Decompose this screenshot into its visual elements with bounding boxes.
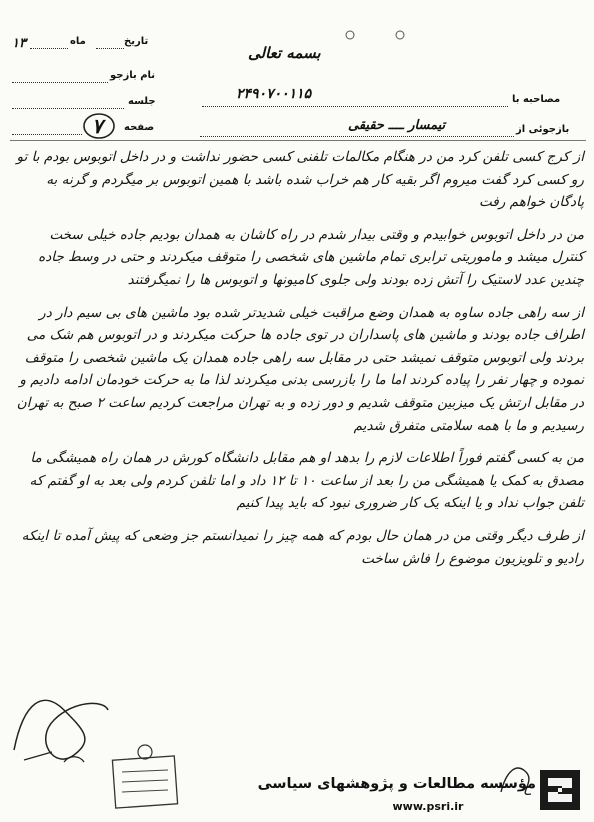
- reference-number: ۲۴۹۰۷۰۰۱۱۵: [236, 86, 312, 102]
- year-value: ۱۳: [12, 36, 26, 51]
- page-label: صفحه: [124, 122, 155, 133]
- statement-paragraph-3: از سه راهی جاده ساوه به همدان وضع مراقبت خیلی شدیدتر شده بود ماشین های بی سیم دار در اطراف جاده بودند و ماشین های پاسداران در توی جاده ها حرکت میکردند و در اتوبوس هم شک می بردند ولی اتوبوس متوقف نمیشد حتی در مقابل سه راهی جاده همدان یک ماشین شخصی را متوقف نموده و چهار نفر را پیاده کردند اما ما را بازرسی بدنی میکردند لذا ما به حرکت خودمان ادامه دادیم و در مقابل ارتش یک میزبین متوقف شدیم و دور زده و به تهران مراجعت کردیم ساعت ۲ صبح به تهران رسیدیم و ما با همه سلامتی متفرق شدیم: [16, 304, 584, 434]
- interrogator-label: نام بازجو: [110, 70, 156, 81]
- interrogation-of-value: تیمسار ــــ حقیقی: [348, 118, 446, 133]
- basmala: بسمه تعالی: [248, 44, 321, 62]
- statement-paragraph-2: من در داخل اتوبوس خوابیدم و وقتی بیدار شدم در راه کاشان به همدان بودیم جاده خیلی سخت کنترل میشد و ماموریتی ترابری تمام ماشین های شخصی را متوقف میکردند و حتی در وسط جاده چندین عدد لاستیک را آتش زده بودند ولی جلوی کامیونها و اتوبوس ها را نمیگرفتند: [38, 226, 584, 288]
- emblem-icon: [340, 28, 410, 42]
- official-stamp: [110, 742, 180, 810]
- signature-left: [4, 680, 114, 770]
- institute-logo-icon: [540, 770, 580, 810]
- interviewee-label: مصاحبه با: [512, 94, 561, 105]
- date-label: تاریخ: [124, 36, 149, 47]
- page-number: ۷: [92, 114, 103, 138]
- session-label: جلسه: [128, 96, 156, 107]
- interrogation-of-label: بازجوئی از: [516, 124, 570, 135]
- statement-paragraph-5: از طرف دیگر وقتی من در همان حال بودم که همه چیز را نمیدانستم جز وضعی که پیش آمده تا اینکه رادیو و تلویزیون موضوع را فاش ساخت: [21, 527, 584, 567]
- statement-paragraph-1: از کرج کسی تلفن کرد من در هنگام مکالمات تلفنی کسی حضور نداشت و در داخل اتوبوس بودم با تو رو کسی کرد گفت میروم اگر بقیه کار هم خراب شده باشد با همین اتوبوس بر میگردم و گرنه به پادگان خواهم رفت: [16, 149, 584, 211]
- month-label: ماه: [70, 36, 86, 47]
- statement-paragraph-4: من به کسی گفتم فوراً اطلاعات لازم را بدهد او هم مقابل دانشگاه کورش در همان راه همیشگی ما مصدق به کمک یا همیشگی من را بعد از ساعت ۱۰ تا ۱۲ داد و اما تلفن کردم ولی بعد به او گفتم که تلفن جواب نداد و یا اینکه یک کار ضروری نبود که باید پیدا کنیم: [29, 450, 584, 512]
- statement-body: [16, 146, 584, 706]
- institute-name: مؤسسه مطالعات و پژوهشهای سیاسی: [257, 776, 536, 792]
- page-number-circle: [82, 112, 116, 140]
- website-link[interactable]: www.psri.ir: [392, 800, 464, 813]
